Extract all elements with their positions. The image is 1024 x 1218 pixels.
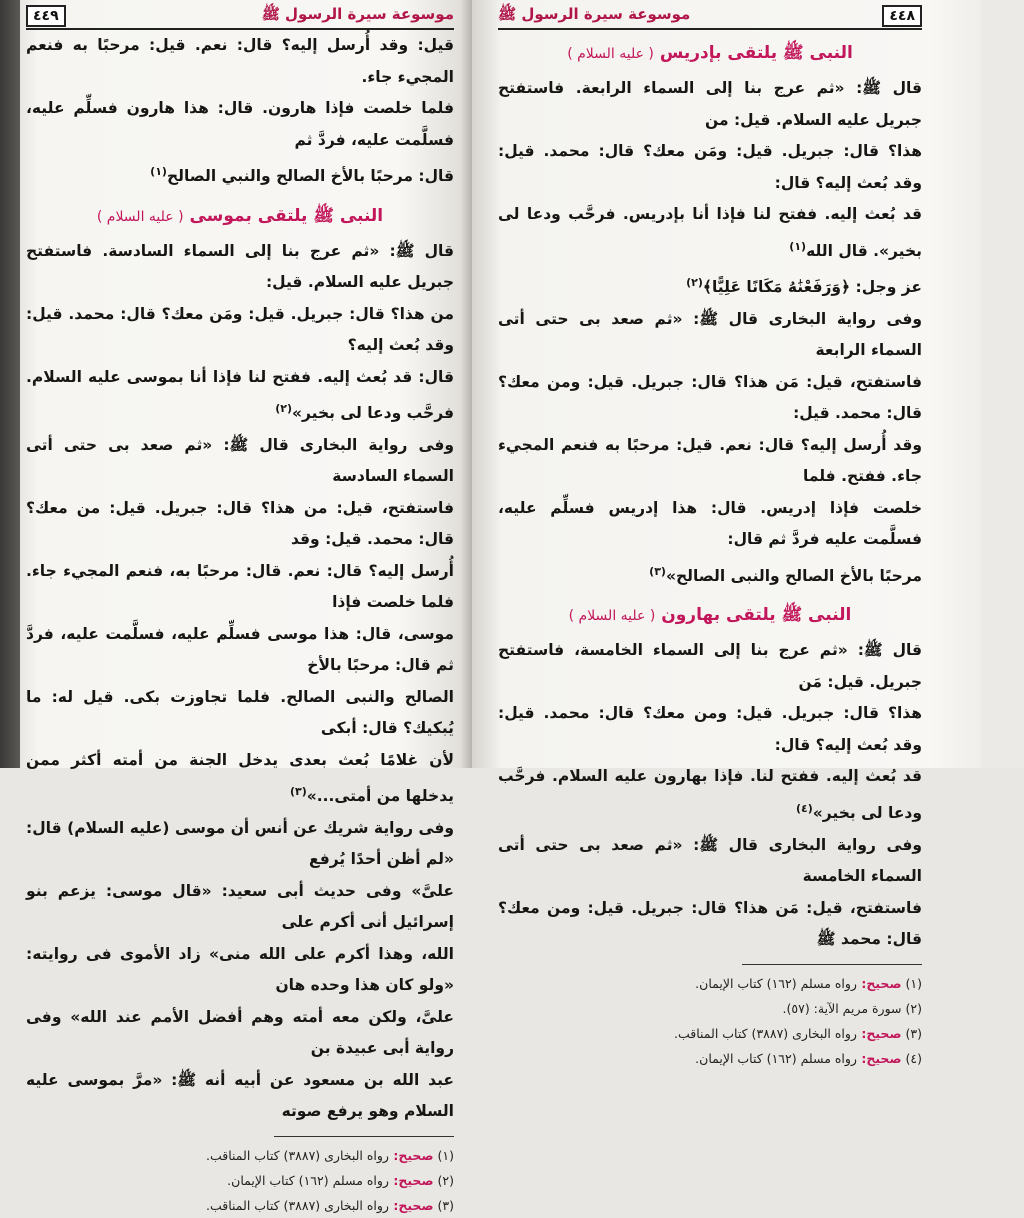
right-s2-line bbox=[498, 761, 922, 829]
footnote-marker[interactable]: (٣) bbox=[289, 785, 307, 799]
left-body-line-text: قال: قد بُعث إليه. ففتح لنا فإذا أنا بموسى عليه السلام. فرحَّب ودعا لى بخير» bbox=[26, 367, 454, 423]
right-s1-line bbox=[498, 430, 922, 493]
right-s2-line bbox=[498, 698, 922, 761]
left-body-line bbox=[26, 745, 454, 813]
left-top-line-text: قيل: وقد أُرسل إليه؟ قال: نعم. قيل: مرحبًا به فنعم المجيء جاء. bbox=[26, 36, 454, 86]
left-body-line-text: عبد الله بن مسعود عن أبيه أنه ﷺ: «مرَّ بموسى عليه السلام وهو يرفع صوته bbox=[26, 1070, 454, 1121]
right-page bbox=[472, 0, 982, 1066]
right-s2-line bbox=[498, 635, 922, 698]
left-top-line-text: قال: مرحبًا بالأخ الصالح والنبي الصالح bbox=[166, 167, 454, 186]
right-footnote-rule bbox=[742, 964, 922, 965]
footnote-number: (١) bbox=[433, 1147, 454, 1163]
left-page bbox=[20, 0, 472, 1213]
left-top-line bbox=[26, 30, 454, 93]
left-body-line bbox=[26, 430, 454, 493]
left-footnotes bbox=[26, 1143, 454, 1218]
left-body-line bbox=[26, 682, 454, 745]
left-body-line-text: أُرسل إليه؟ قال: نعم. قال: مرحبًا به، فنعم المجيء جاء. فلما خلصت فإذا bbox=[26, 561, 454, 612]
left-footnote-rule bbox=[274, 1136, 454, 1137]
left-body-line-text: وفى رواية شريك عن أنس أن موسى (عليه السلام) قال: «لم أظن أحدًا يُرفع bbox=[26, 818, 454, 869]
right-s1-line bbox=[498, 556, 922, 593]
left-body-line-text: وفى رواية البخارى قال ﷺ: «ثم صعد بى حتى أتى السماء السادسة bbox=[26, 435, 454, 486]
right-s1-line-text: قال ﷺ: «ثم عرج بنا إلى السماء الرابعة. فاستفتح جبريل عليه السلام. قيل: من bbox=[498, 79, 922, 129]
left-top-text bbox=[26, 30, 454, 193]
left-body-line-text: الله، وهذا أكرم على الله منى» زاد الأموى فى روايته: «ولو كان هذا وحده هان bbox=[26, 944, 454, 995]
left-page-header bbox=[26, 4, 454, 30]
right-s1-line-text: مرحبًا بالأخ الصالح والنبى الصالح» bbox=[665, 566, 922, 585]
footnote-item bbox=[498, 971, 922, 996]
footnote-text: رواه مسلم (١٦٢) كتاب الإيمان. bbox=[695, 975, 857, 991]
left-section-title bbox=[26, 205, 454, 230]
right-s1-line-text: قد بُعث إليه. ففتح لنا فإذا أنا بإدريس. فرحَّب ودعا لى بخير». قال الله bbox=[498, 205, 922, 260]
right-section2-title-paren: ( عليه السلام ) bbox=[568, 608, 656, 625]
right-s1-line-text: فاستفتح، قيل: مَن هذا؟ قال: جبريل. قيل: ومن معك؟ قال: محمد. قيل: bbox=[498, 372, 922, 423]
left-body-text bbox=[26, 236, 454, 1128]
footnote-text: رواه البخارى (٣٨٨٧) كتاب المناقب. bbox=[674, 1025, 857, 1041]
left-page-number: ٤٤٩ bbox=[26, 5, 66, 27]
left-section-title-paren: ( عليه السلام ) bbox=[96, 208, 184, 225]
left-body-line bbox=[26, 1065, 454, 1128]
right-section1-title-text: النبى ﷺ يلتقى بإدريس bbox=[659, 43, 853, 63]
right-s2-line bbox=[498, 830, 922, 893]
footnote-item bbox=[498, 1021, 922, 1046]
right-page-header bbox=[498, 4, 922, 30]
right-s1-line bbox=[498, 73, 922, 136]
right-s1-line-text: وقد أُرسل إليه؟ قال: نعم. قيل: مرحبًا به فنعم المجيء جاء. ففتح. فلما bbox=[498, 435, 922, 486]
left-header-title: موسوعة سيرة الرسول ﷺ bbox=[261, 5, 454, 23]
right-s1-line-text: خلصت فإذا إدريس. قال: هذا إدريس فسلِّم عليه، فسلَّمت عليه فردَّ ثم قال: bbox=[498, 498, 922, 549]
footnote-item bbox=[26, 1168, 454, 1193]
right-s1-line bbox=[498, 493, 922, 556]
left-body-line-text: موسى، قال: هذا موسى فسلِّم عليه، فسلَّمت عليه، فردَّ ثم قال: مرحبًا بالأخ bbox=[26, 624, 454, 675]
left-body-line-text: لأن غلامًا بُعث بعدى يدخل الجنة من أمته أكثر ممن يدخلها من أمتى...» bbox=[26, 750, 454, 806]
footnote-item bbox=[26, 1143, 454, 1168]
footnote-text: رواه مسلم (١٦٢) كتاب الإيمان. bbox=[695, 1050, 857, 1066]
right-section2-text bbox=[498, 635, 922, 955]
left-body-line bbox=[26, 619, 454, 682]
footnote-grade: صحيح: bbox=[388, 1197, 434, 1213]
footnote-item bbox=[498, 1046, 922, 1071]
open-book bbox=[20, 0, 1020, 1213]
right-s2-line bbox=[498, 893, 922, 956]
right-s1-line-text: هذا؟ قال: جبريل. قيل: ومَن معك؟ قال: محمد. قيل: وقد بُعث إليه؟ قال: bbox=[498, 142, 922, 192]
footnote-grade: صحيح: bbox=[856, 1025, 902, 1041]
footnote-number: (٣) bbox=[433, 1197, 454, 1213]
footnote-item bbox=[26, 1193, 454, 1218]
left-body-line bbox=[26, 236, 454, 299]
right-s2-line-text: فاستفتح، قيل: مَن هذا؟ قال: جبريل. قيل: ومن معك؟ قال: محمد ﷺ bbox=[498, 898, 922, 949]
left-body-line bbox=[26, 1002, 454, 1065]
footnote-number: (٤) bbox=[901, 1050, 922, 1066]
right-section2-title-text: النبى ﷺ يلتقى بهارون bbox=[661, 605, 852, 626]
footnote-text: سورة مريم الآية: (٥٧). bbox=[782, 1000, 902, 1016]
left-body-line bbox=[26, 299, 454, 362]
left-body-line bbox=[26, 556, 454, 619]
footnote-text: رواه مسلم (١٦٢) كتاب الإيمان. bbox=[227, 1172, 389, 1188]
right-section1-text bbox=[498, 73, 922, 592]
right-s2-line-text: هذا؟ قال: جبريل. قيل: ومن معك؟ قال: محمد. قيل: وقد بُعث إليه؟ قال: bbox=[498, 704, 922, 754]
right-s1-line bbox=[498, 367, 922, 430]
footnote-marker[interactable]: (١) bbox=[789, 239, 807, 253]
left-body-line-text: فاستفتح، قيل: من هذا؟ قال: جبريل. قيل: من معك؟ قال: محمد. قيل: وقد bbox=[26, 498, 454, 549]
right-s1-line bbox=[498, 267, 922, 304]
right-s1-line bbox=[498, 199, 922, 267]
footnote-number: (٢) bbox=[901, 1000, 922, 1016]
footnote-number: (١) bbox=[901, 975, 922, 991]
footnote-grade: صحيح: bbox=[388, 1147, 434, 1163]
left-body-line-text: من هذا؟ قال: جبريل. قيل: ومَن معك؟ قال: محمد. قيل: وقد بُعث إليه؟ bbox=[26, 304, 454, 355]
left-body-line bbox=[26, 813, 454, 876]
right-s2-line-text: وفى رواية البخارى قال ﷺ: «ثم صعد بى حتى أتى السماء الخامسة bbox=[498, 835, 922, 886]
right-s1-line bbox=[498, 136, 922, 199]
left-section-title-text: النبى ﷺ يلتقى بموسى bbox=[189, 205, 384, 226]
footnote-grade: صحيح: bbox=[856, 1050, 902, 1066]
page-edges bbox=[982, 0, 1024, 768]
left-top-line bbox=[26, 156, 454, 193]
footnote-number: (٣) bbox=[901, 1025, 922, 1041]
left-top-line-text: فلما خلصت فإذا هارون. قال: هذا هارون فسلِّم عليه، فسلَّمت عليه، فردَّ ثم bbox=[26, 99, 454, 149]
left-body-line-text: الصالح والنبى الصالح. فلما تجاوزت بكى. قيل له: ما يُبكيك؟ قال: أبكى bbox=[26, 687, 454, 738]
left-body-line bbox=[26, 493, 454, 556]
right-page-number: ٤٤٨ bbox=[882, 5, 922, 27]
right-section2-title bbox=[498, 604, 922, 629]
right-s2-line-text: قد بُعث إليه. ففتح لنا. فإذا بهارون عليه السلام. فرحَّب ودعا لى بخير» bbox=[498, 767, 922, 823]
right-s1-line bbox=[498, 304, 922, 367]
footnote-grade: صحيح: bbox=[856, 975, 902, 991]
right-section1-title bbox=[498, 42, 922, 67]
footnote-text: رواه البخارى (٣٨٨٧) كتاب المناقب. bbox=[206, 1197, 389, 1213]
left-body-line-text: علىَّ» وفى حديث أبى سعيد: «قال موسى: يزعم بنو إسرائيل أنى أكرم على bbox=[26, 881, 454, 932]
footnote-marker[interactable]: (٤) bbox=[795, 801, 813, 815]
footnote-marker[interactable]: (٢) bbox=[686, 276, 703, 290]
footnote-text: رواه البخارى (٣٨٨٧) كتاب المناقب. bbox=[206, 1147, 389, 1163]
right-s2-line-text: قال ﷺ: «ثم عرج بنا إلى السماء الخامسة، فاستفتح جبريل. قيل: مَن bbox=[498, 641, 922, 691]
left-body-line-text: علىَّ، ولكن معه أمته وهم أفضل الأمم عند الله» وفى رواية أبى عبيدة بن bbox=[26, 1007, 454, 1058]
left-top-line bbox=[26, 93, 454, 156]
footnote-item bbox=[498, 996, 922, 1021]
footnote-marker[interactable]: (١) bbox=[150, 165, 167, 178]
right-s1-line-text: وفى رواية البخارى قال ﷺ: «ثم صعد بى حتى أتى السماء الرابعة bbox=[498, 309, 922, 360]
right-s1-line-text: عز وجل: ﴿وَرَفَعْنَٰهُ مَكَانًا عَلِيًّا﴾ bbox=[702, 278, 922, 297]
footnote-marker[interactable]: (٣) bbox=[649, 564, 666, 578]
footnote-marker[interactable]: (٢) bbox=[275, 402, 292, 416]
footnote-grade: صحيح: bbox=[388, 1172, 434, 1188]
footnote-number: (٢) bbox=[433, 1172, 454, 1188]
right-section1-title-paren: ( عليه السلام ) bbox=[567, 46, 654, 62]
left-body-line bbox=[26, 876, 454, 939]
right-header-title: موسوعة سيرة الرسول ﷺ bbox=[498, 5, 691, 23]
left-body-line bbox=[26, 939, 454, 1002]
right-footnotes bbox=[498, 971, 922, 1071]
left-body-line-text: قال ﷺ: «ثم عرج بنا إلى السماء السادسة. فاستفتح جبريل عليه السلام. قيل: bbox=[26, 241, 454, 292]
left-body-line bbox=[26, 362, 454, 430]
